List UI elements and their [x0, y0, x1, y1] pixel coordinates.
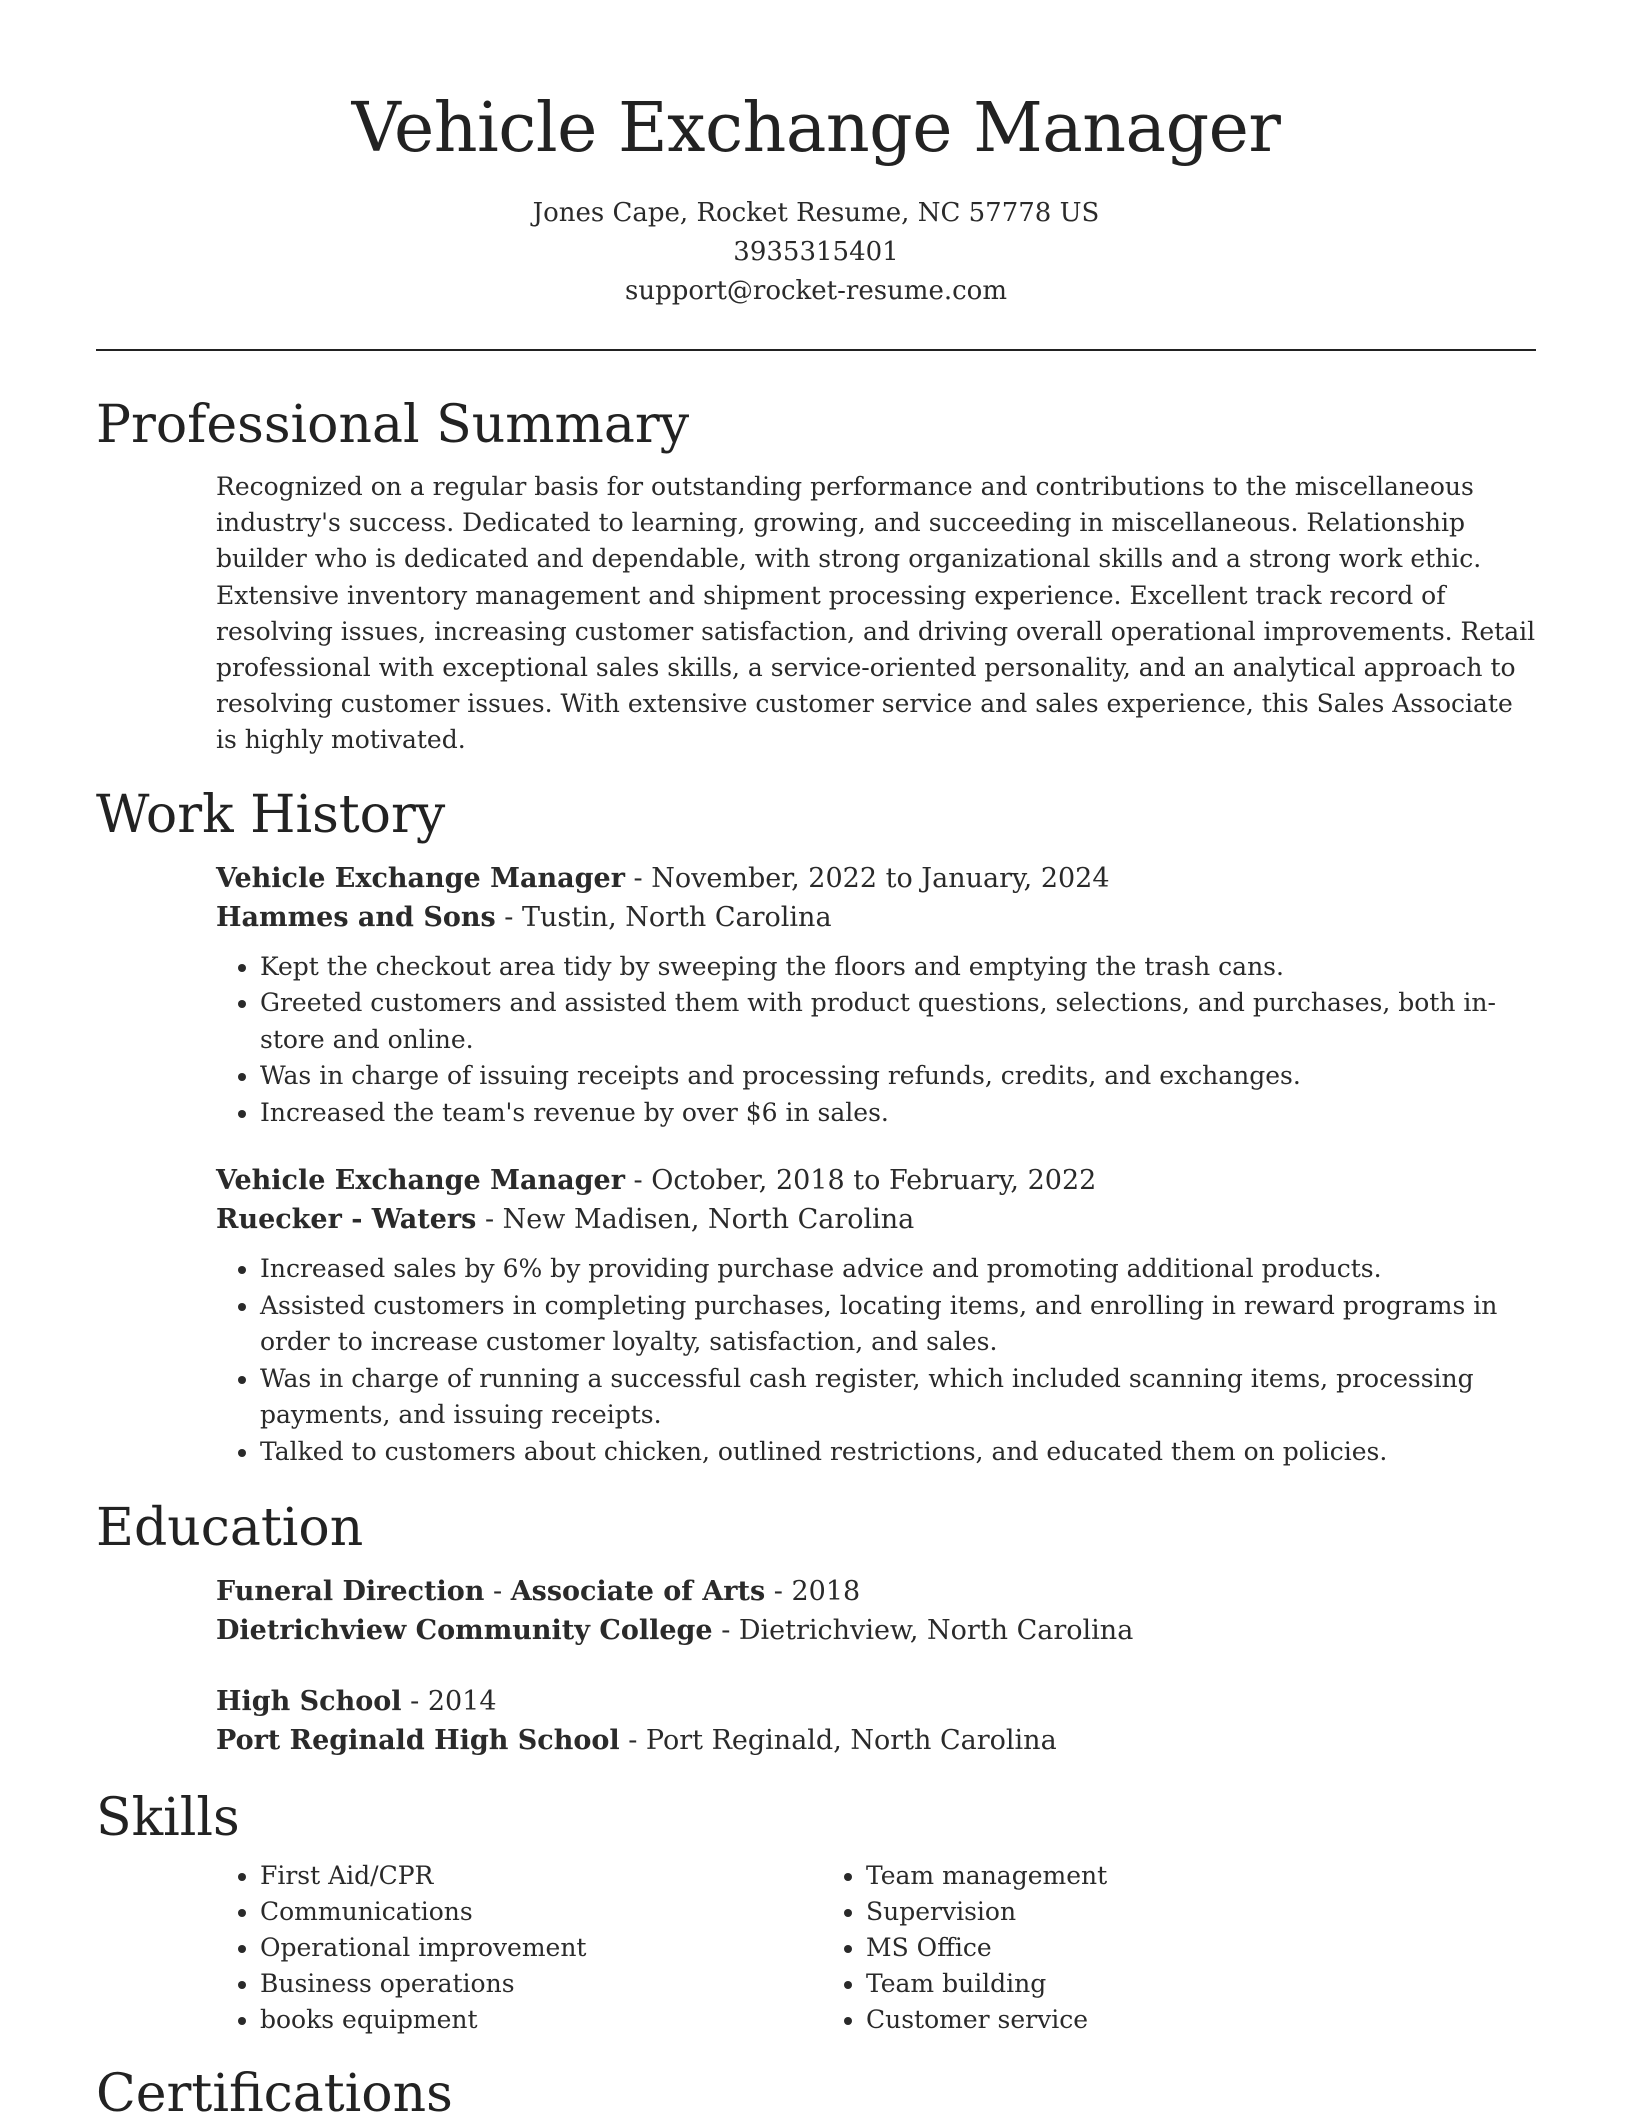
degree-line — [216, 1572, 1536, 1611]
degree-major: Funeral Direction — [216, 1576, 485, 1608]
skill-item: • First Aid/CPR — [260, 1858, 822, 1894]
skill-item: • Business operations — [260, 1966, 822, 2002]
candidate-title: Vehicle Exchange Manager — [351, 89, 1281, 168]
job-entry — [216, 1161, 1536, 1470]
school-name: Dietrichview Community College — [216, 1615, 713, 1647]
job-title-line — [216, 1161, 1536, 1200]
degree-line — [216, 1682, 1536, 1721]
skills-section — [96, 1784, 1536, 2038]
skills-column-right — [822, 1858, 1428, 2038]
skill-item: • Communications — [260, 1894, 822, 1930]
certifications-heading: Certifications — [96, 2064, 453, 2125]
school-line — [216, 1611, 1536, 1650]
summary-content — [216, 469, 1536, 759]
skills-heading: Skills — [96, 1788, 240, 1849]
education-section — [96, 1494, 1536, 1760]
job-bullet: • Greeted customers and assisted them with product questions, selections, and purchases, both in-store and online. — [260, 985, 1536, 1058]
education-heading: Education — [96, 1498, 364, 1559]
job-dates: - November, 2022 to January, 2024 — [624, 862, 1110, 894]
resume-header — [96, 0, 1536, 311]
job-bullet: • Talked to customers about chicken, outlined restrictions, and educated them on policies. — [260, 1434, 1536, 1471]
skills-grid — [216, 1852, 1536, 2038]
work-history-content — [216, 859, 1536, 1471]
contact-email: support@rocket-resume.com — [624, 276, 1007, 306]
skill-item: • Team management — [866, 1858, 1428, 1894]
contact-address: Jones Cape, Rocket Resume, NC 57778 US — [532, 198, 1100, 228]
education-entry — [216, 1682, 1536, 1760]
certifications-section — [96, 2060, 1536, 2128]
job-bullets — [216, 949, 1536, 1132]
summary-text: Recognized on a regular basis for outstanding performance and contributions to the miscellaneous industry's success. Dedicated to learning, growing, and succeeding in miscellaneous. Relationship builder who is dedicated and dependable, with strong organizational skills and a strong work ethic. Extensive inventory management and shipment processing experience. Excellent track record of resolving issues, increasing customer satisfaction, and driving overall operational improvements. Retail professional with exceptional sales skills, a service-oriented personality, and an analytical approach to resolving customer issues. With extensive customer service and sales experience, this Sales Associate is highly motivated. — [216, 472, 1536, 755]
education-content — [216, 1572, 1536, 1760]
degree-year: - 2014 — [401, 1686, 497, 1718]
skill-item: • Customer service — [866, 2002, 1428, 2038]
job-bullet: • Was in charge of running a successful cash register, which included scanning items, processing payments, and issuing receipts. — [260, 1361, 1536, 1434]
work-history-section — [96, 781, 1536, 1471]
job-bullet: • Assisted customers in completing purchases, locating items, and enrolling in reward programs in order to increase customer loyalty, satisfaction, and sales. — [260, 1288, 1536, 1361]
job-role: Vehicle Exchange Manager — [216, 862, 625, 894]
contact-phone: 3935315401 — [733, 237, 899, 267]
job-company: Ruecker - Waters — [216, 1204, 477, 1236]
degree-year: - 2018 — [765, 1576, 861, 1608]
contact-block — [96, 194, 1536, 311]
degree-major: High School — [216, 1686, 402, 1718]
education-entry — [216, 1572, 1536, 1650]
skills-column-left — [216, 1858, 822, 2038]
summary-section — [96, 391, 1536, 759]
job-dates: - October, 2018 to February, 2022 — [624, 1165, 1097, 1197]
skill-item: • Team building — [866, 1966, 1428, 2002]
degree-separator: - — [484, 1576, 511, 1608]
school-location: - Port Reginald, North Carolina — [619, 1725, 1057, 1757]
school-location: - Dietrichview, North Carolina — [712, 1615, 1134, 1647]
job-role: Vehicle Exchange Manager — [216, 1165, 625, 1197]
skill-item: • books equipment — [260, 2002, 822, 2038]
summary-heading: Professional Summary — [96, 395, 690, 455]
job-company: Hammes and Sons — [216, 901, 496, 933]
skill-item: • Supervision — [866, 1894, 1428, 1930]
school-line — [216, 1721, 1536, 1760]
job-company-line — [216, 898, 1536, 937]
skill-item: • Operational improvement — [260, 1930, 822, 1966]
job-location: - Tustin, North Carolina — [495, 901, 832, 933]
job-bullet: • Was in charge of issuing receipts and processing refunds, credits, and exchanges. — [260, 1058, 1536, 1095]
degree-type: Associate of Arts — [510, 1576, 766, 1608]
job-title-line — [216, 859, 1536, 898]
header-divider — [96, 349, 1536, 351]
school-name: Port Reginald High School — [216, 1725, 620, 1757]
job-location: - New Madisen, North Carolina — [476, 1204, 915, 1236]
job-bullet: • Kept the checkout area tidy by sweeping the floors and emptying the trash cans. — [260, 949, 1536, 986]
skill-item: • MS Office — [866, 1930, 1428, 1966]
job-entry — [216, 859, 1536, 1132]
job-bullets — [216, 1251, 1536, 1470]
work-history-heading: Work History — [96, 784, 446, 845]
job-bullet: • Increased the team's revenue by over $6 in sales. — [260, 1095, 1536, 1132]
job-company-line — [216, 1200, 1536, 1239]
job-bullet: • Increased sales by 6% by providing purchase advice and promoting additional products. — [260, 1251, 1536, 1288]
